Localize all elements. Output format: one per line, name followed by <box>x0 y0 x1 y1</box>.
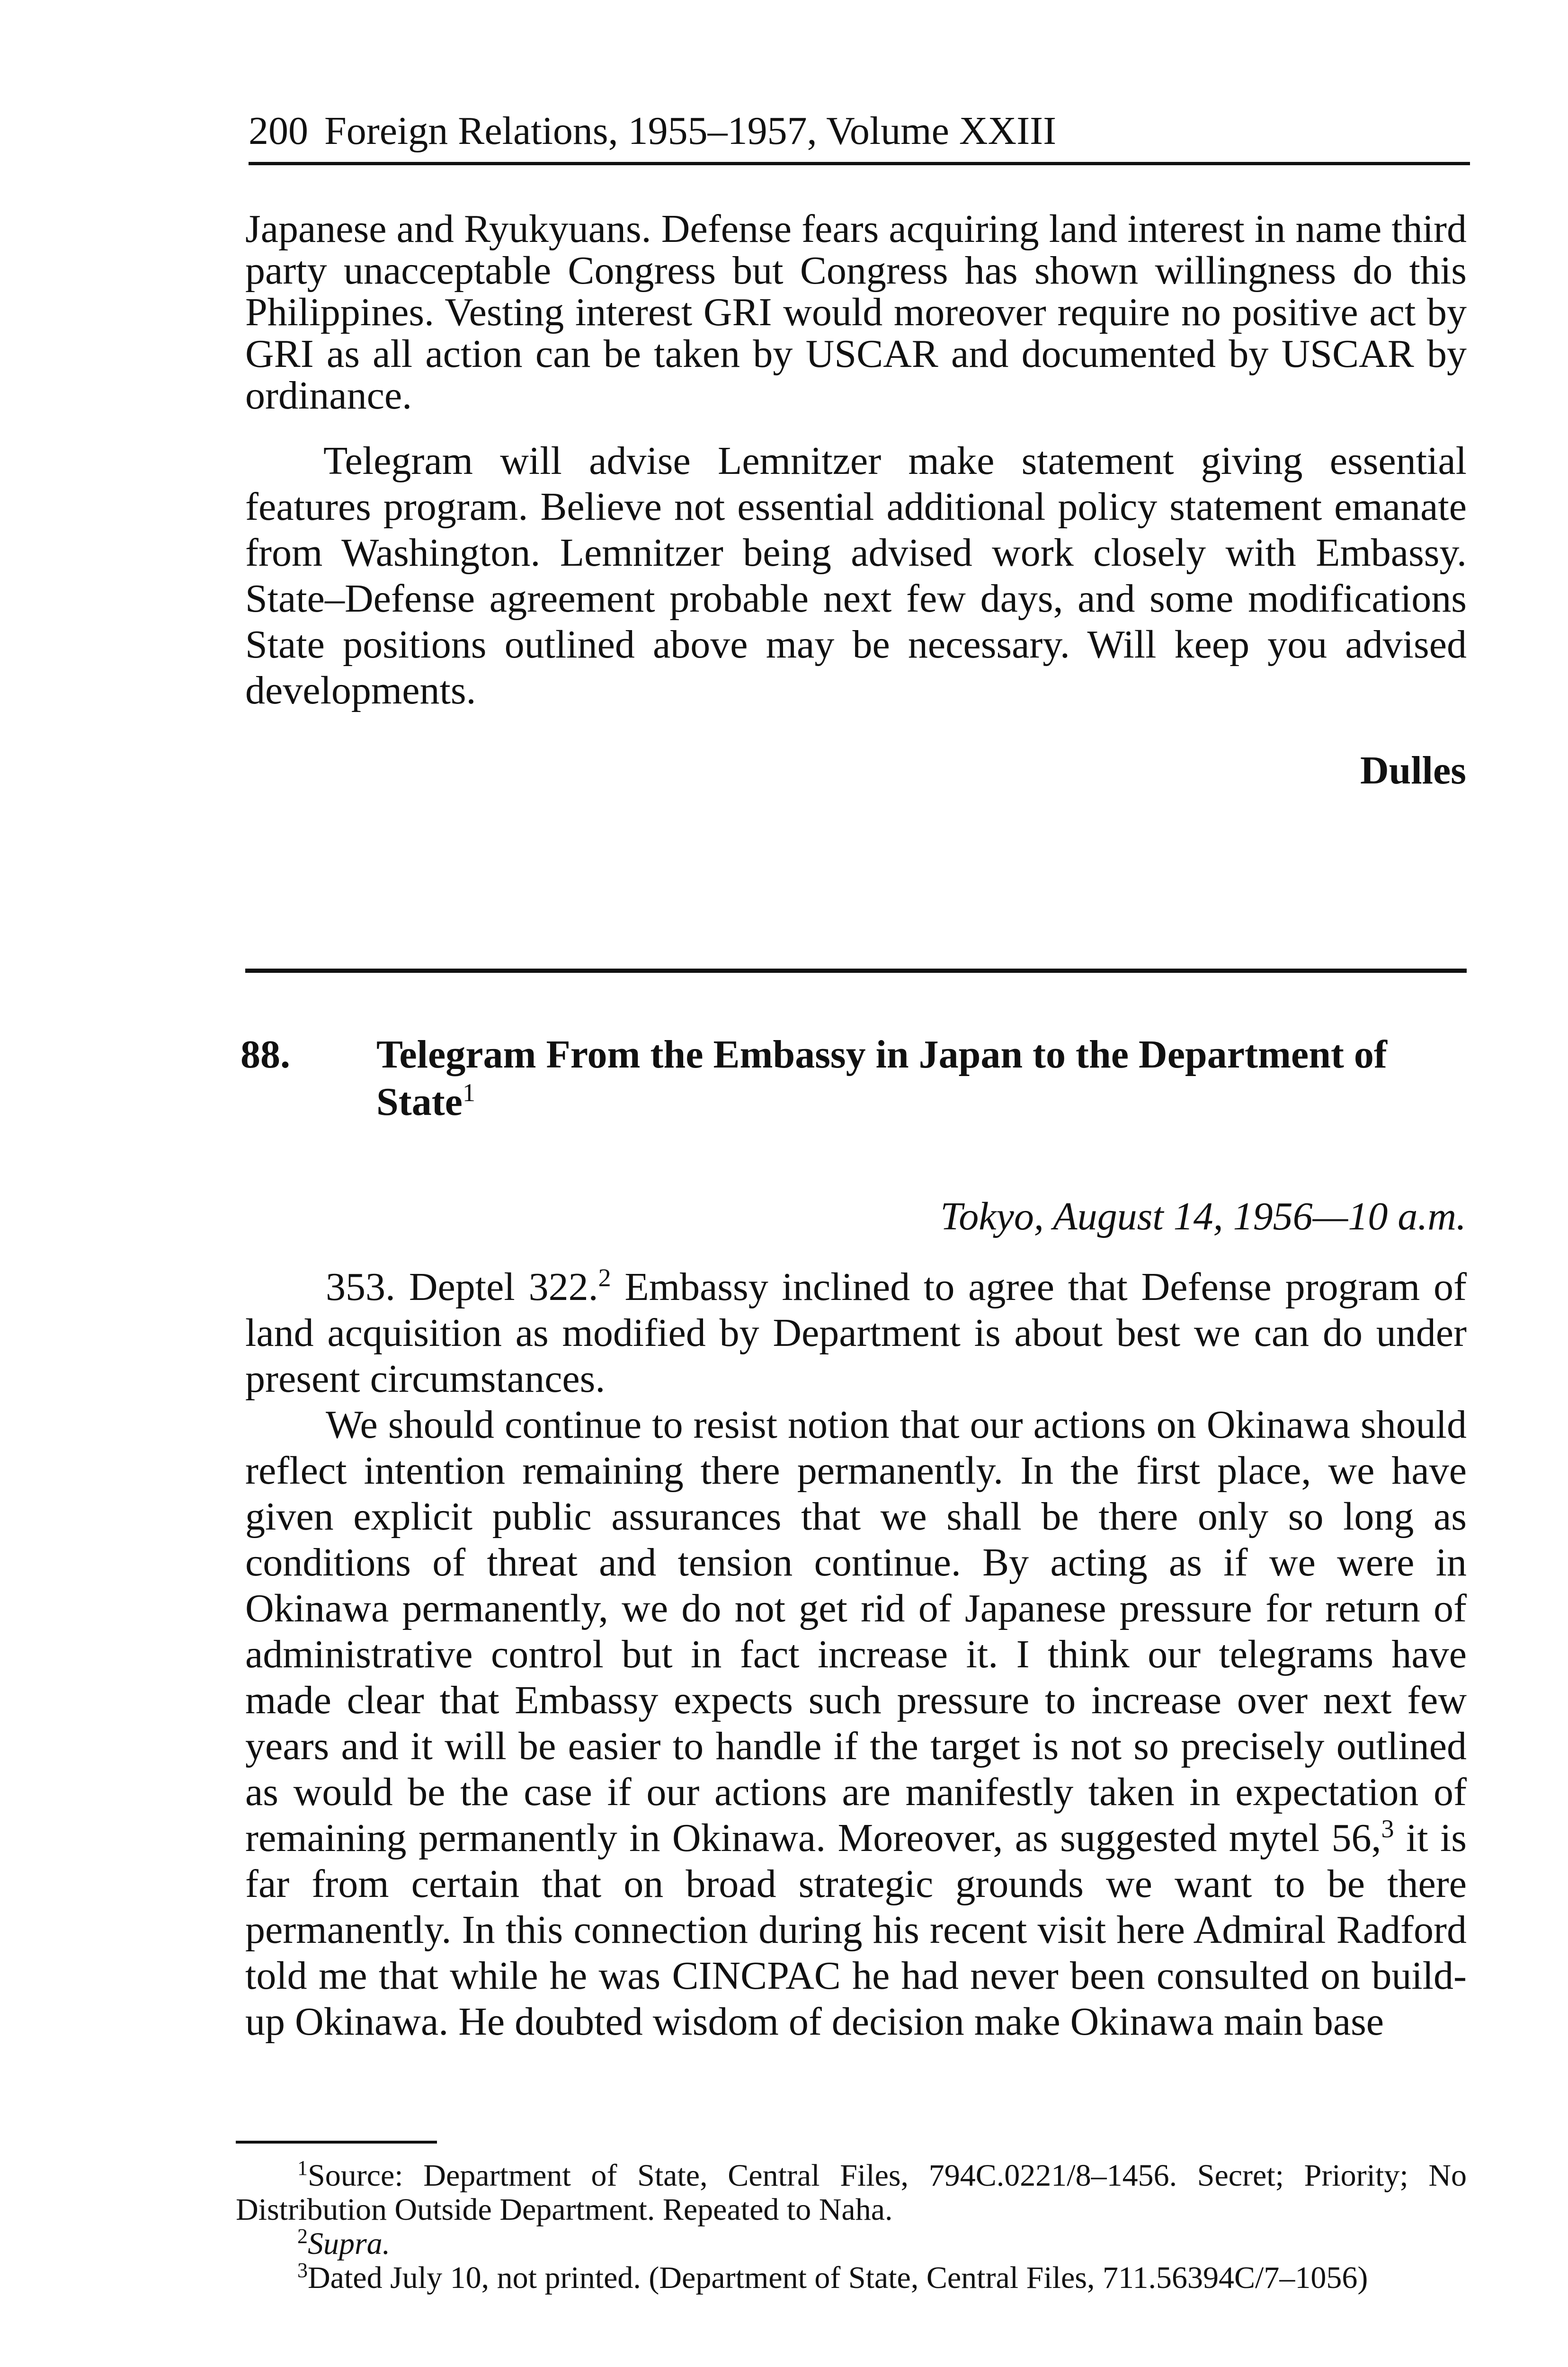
telegram-paragraph-1 <box>245 1264 1467 1402</box>
paragraph-text: We should continue to resist notion that our actions on Okinawa should reflect intention remaining there permanently. In the first place, we have given explicit public assurances that we shall be there only so long as conditions of threat and tension continue. By acting as if we were in Okinawa permanently, we do not get rid of Japanese pressure for return of administrative control but in fact increase it. I think our telegrams have made clear that Embassy expects such pressure to increase over next few years and it will be easier to handle if the target is not so precisely outlined as would be the case if our actions are manifestly taken in expectation of remaining permanently in Okinawa. Moreover, as suggested mytel 56, <box>245 1403 1467 1860</box>
footnote-2 <box>236 2227 1467 2261</box>
paragraph-text: Japanese and Ryukyuans. Defense fears acquiring land interest in name third party unacceptable Congress but Congress has shown willingness do this Philippines. Vesting interest GRI would moreover require no positive act by GRI as all action can be taken by USCAR and documented by USCAR by ordinance. <box>245 207 1467 418</box>
previous-document-paragraph-2 <box>245 438 1467 713</box>
running-title: Foreign Relations, 1955–1957, Volume XXIII <box>324 109 1057 153</box>
paragraph-text: Telegram will advise Lemnitzer make statement giving essential features program. Believe not essential additional policy statement emanate from Washington. Lemnitzer being advised work closely with Embassy. State–Defense agreement probable next few days, and some modifications State positions outlined above may be necessary. Will keep you advised developments. <box>245 439 1467 712</box>
footnote-text: Supra. <box>308 2226 391 2261</box>
footnote-ref-2: 2 <box>598 1264 611 1292</box>
footnote-text: Dated July 10, not printed. (Department of State, Central Files, 711.56394C/7–1056) <box>308 2260 1368 2295</box>
paragraph-text: Embassy inclined to agree that Defense program of land acquisition as modified by Department is about best we can do under present circumstances. <box>245 1265 1467 1401</box>
footnote-mark: 3 <box>297 2259 308 2282</box>
footnote-rule <box>236 2141 437 2144</box>
page-number: 200 <box>249 109 308 153</box>
footnotes <box>236 2156 1467 2295</box>
dateline: Tokyo, August 14, 1956—10 a.m. <box>940 1194 1466 1238</box>
footnote-ref-1: 1 <box>462 1078 475 1107</box>
paragraph-text: 353. Deptel 322. <box>326 1265 598 1309</box>
footnote-mark: 1 <box>297 2156 308 2180</box>
paragraph-text: it is far from certain that on broad strategic grounds we want to be there permanently. In this connection during his recent visit here Admiral Radford told me that while he was CINCPAC he had never been consulted on build-up Okinawa. He doubted wisdom of decision make Okinawa main base <box>245 1816 1467 2044</box>
telegram-paragraph-2 <box>245 1402 1467 2045</box>
signature-dulles: Dulles <box>1360 748 1466 792</box>
document-number: 88. <box>241 1032 290 1077</box>
document-title <box>376 1031 1465 1126</box>
footnote-text: Source: Department of State, Central Files, 794C.0221/8–1456. Secret; Priority; No Distribution Outside Department. Repeated to Naha. <box>236 2158 1467 2227</box>
footnote-3 <box>236 2261 1467 2295</box>
telegram-body <box>245 1264 1467 2045</box>
footnote-mark: 2 <box>297 2225 308 2248</box>
document-title-text: Telegram From the Embassy in Japan to the Department of State <box>376 1032 1387 1124</box>
running-header <box>249 105 1470 165</box>
previous-document-paragraph-1 <box>245 208 1467 417</box>
document-divider <box>245 969 1467 973</box>
footnote-ref-3: 3 <box>1381 1815 1394 1843</box>
footnote-1 <box>236 2156 1467 2227</box>
